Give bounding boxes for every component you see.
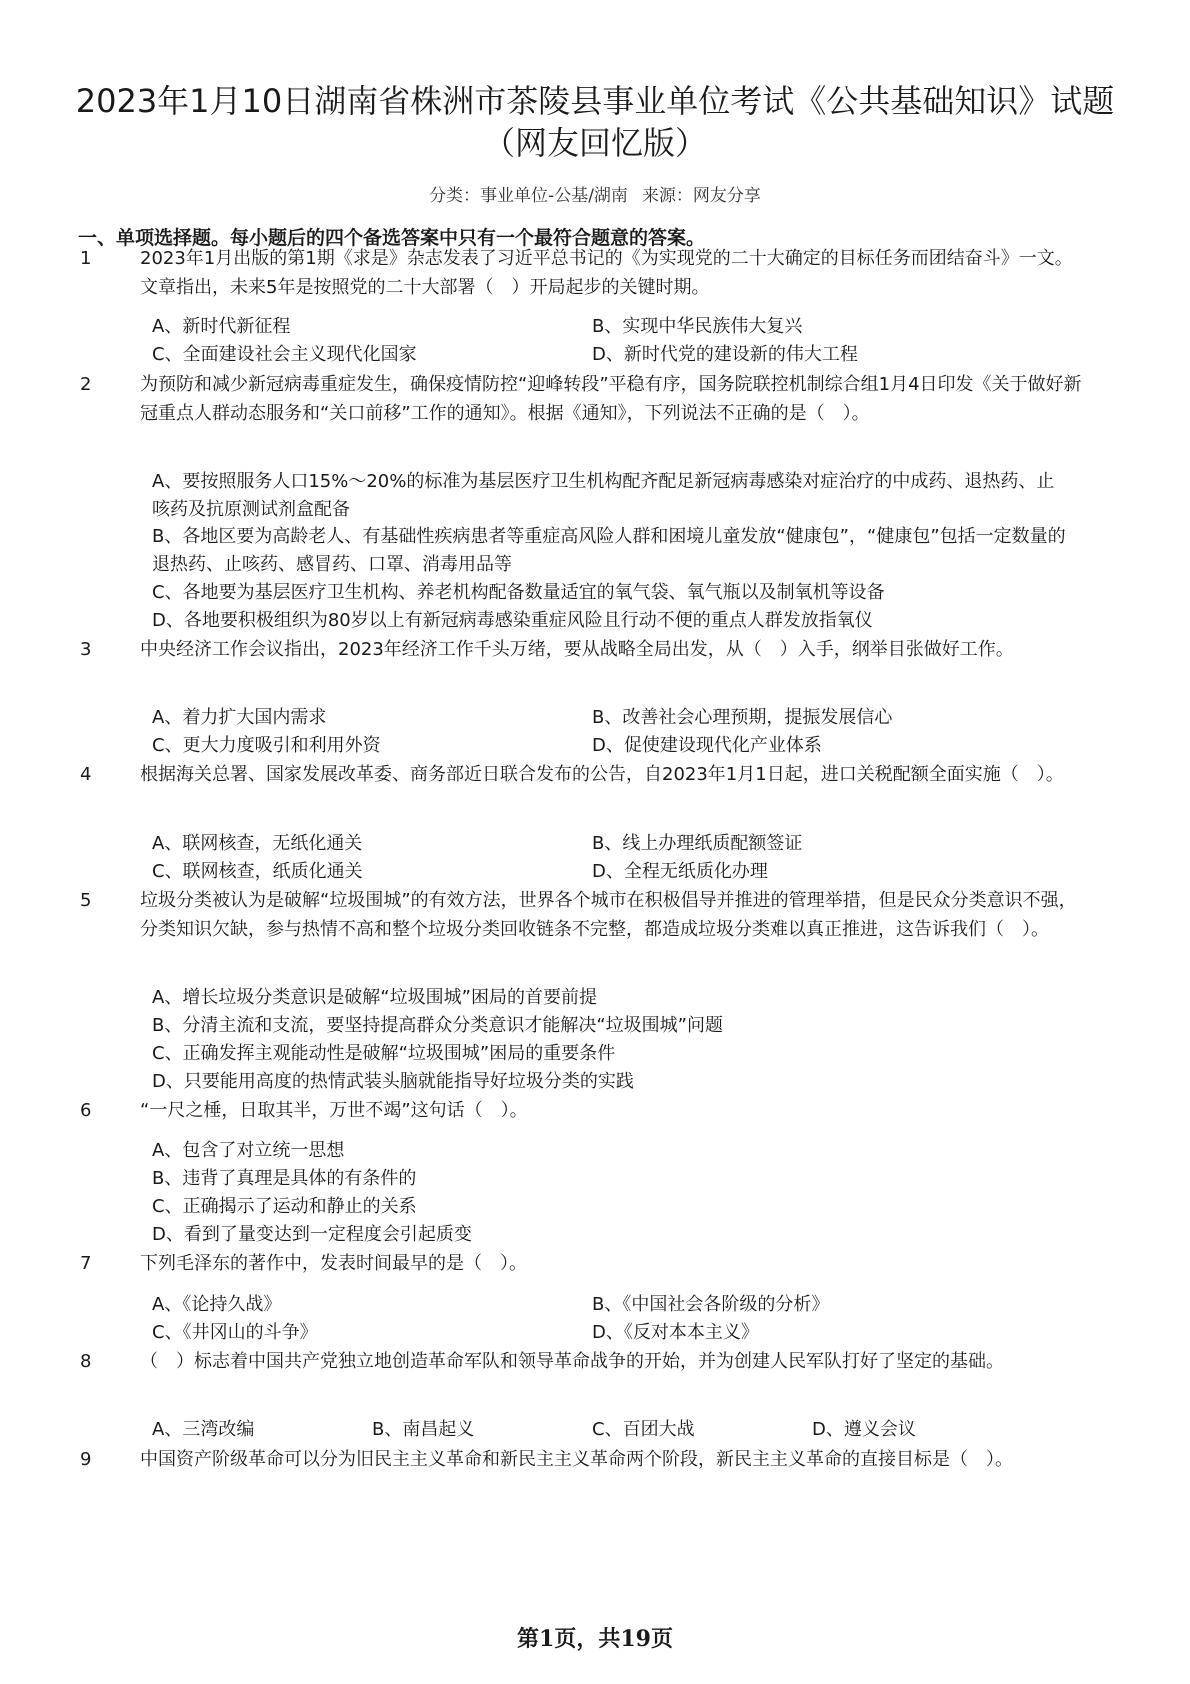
option-c: C、《井冈山的斗争》 (152, 1322, 318, 1343)
option-d: D、新时代党的建设新的伟大工程 (592, 344, 858, 365)
question-number: 6 (80, 1100, 92, 1121)
option-c: C、更大力度吸引和利用外资 (152, 735, 381, 756)
question-text: （ ）标志着中国共产党独立地创造革命军队和领导革命战争的开始，并为创建人民军队打好了坚定的基础。 (140, 1351, 1004, 1372)
question-number: 2 (80, 374, 92, 395)
option-a: A、增长垃圾分类意识是破解“垃圾围城”困局的首要前提 (152, 987, 597, 1008)
option-a: A、三湾改编 (152, 1419, 255, 1440)
option-a: A、包含了对立统一思想 (152, 1140, 345, 1161)
option-b: B、南昌起义 (372, 1419, 475, 1440)
question-text: “一尺之棰，日取其半，万世不竭”这句话（ ）。 (140, 1100, 528, 1121)
option-a: A、着力扩大国内需求 (152, 707, 327, 728)
question-number: 5 (80, 890, 92, 911)
option-c: C、全面建设社会主义现代化国家 (152, 344, 417, 365)
document-meta (0, 184, 1190, 208)
option-d: D、看到了量变达到一定程度会引起质变 (152, 1224, 472, 1245)
question-text: 中国资产阶级革命可以分为旧民主主义革命和新民主主义革命两个阶段，新民主主义革命的直接目标是（ ）。 (140, 1449, 1013, 1470)
question-text: 为预防和减少新冠病毒重症发生，确保疫情防控“迎峰转段”平稳有序，国务院联控机制综合组1月4日印发《关于做好新冠重点人群动态服务和“关口前移”工作的通知》。根据《通知》，下列说法不正确的是（ ）。 (140, 374, 1082, 424)
question-number: 3 (80, 639, 92, 660)
option-d: D、遵义会议 (812, 1419, 916, 1440)
option-c: C、正确揭示了运动和静止的关系 (152, 1196, 417, 1217)
option-a: A、要按照服务人口15%～20%的标准为基层医疗卫生机构配齐配足新冠病毒感染对症治疗的中成药、退热药、止咳药及抗原测试剂盒配备 (152, 471, 1055, 520)
option-d: D、促使建设现代化产业体系 (592, 735, 822, 756)
option-d: D、《反对本本主义》 (592, 1322, 759, 1343)
document-title: 2023年1月10日湖南省株洲市茶陵县事业单位考试《公共基础知识》试题（网友回忆版） (75, 82, 1115, 162)
question-number: 9 (80, 1449, 92, 1470)
category-label: 分类：事业单位-公基/湖南 (429, 186, 628, 206)
option-c: C、各地要为基层医疗卫生机构、养老机构配备数量适宜的氧气袋、氧气瓶以及制氧机等设备 (152, 582, 885, 603)
option-b: B、分清主流和支流，要坚持提高群众分类意识才能解决“垃圾围城”问题 (152, 1015, 723, 1036)
question-text: 2023年1月出版的第1期《求是》杂志发表了习近平总书记的《为实现党的二十大确定的目标任务而团结奋斗》一文。文章指出，未来5年是按照党的二十大部署（ ）开局起步的关键时期。 (140, 248, 1073, 298)
option-d: D、只要能用高度的热情武装头脑就能指导好垃圾分类的实践 (152, 1071, 634, 1092)
option-d: D、全程无纸质化办理 (592, 861, 768, 882)
option-b: B、线上办理纸质配额签证 (592, 833, 803, 854)
question-number: 4 (80, 764, 92, 785)
question-text: 根据海关总署、国家发展改革委、商务部近日联合发布的公告，自2023年1月1日起，进口关税配额全面实施（ ）。 (140, 764, 1064, 785)
option-b: B、《中国社会各阶级的分析》 (592, 1294, 830, 1315)
option-b: B、各地区要为高龄老人、有基础性疾病患者等重症高风险人群和困境儿童发放“健康包”，“健康包”包括一定数量的退热药、止咳药、感冒药、口罩、消毒用品等 (152, 526, 1066, 575)
option-b: B、实现中华民族伟大复兴 (592, 316, 803, 337)
page-footer: 第1页，共19页 (517, 1626, 673, 1652)
question-text: 垃圾分类被认为是破解“垃圾围城”的有效方法，世界各个城市在积极倡导并推进的管理举措，但是民众分类意识不强，分类知识欠缺，参与热情不高和整个垃圾分类回收链条不完整，都造成垃圾分类难以真正推进，这告诉我们（ ）。 (140, 890, 1077, 940)
question-number: 7 (80, 1253, 92, 1274)
option-b: B、违背了真理是具体的有条件的 (152, 1168, 417, 1189)
option-c: C、正确发挥主观能动性是破解“垃圾围城”困局的重要条件 (152, 1043, 616, 1064)
option-a: A、《论持久战》 (152, 1294, 282, 1315)
question-text: 下列毛泽东的著作中，发表时间最早的是（ ）。 (140, 1253, 527, 1274)
question-text: 中央经济工作会议指出，2023年经济工作千头万绪，要从战略全局出发，从（ ）入手，纲举目张做好工作。 (140, 639, 1014, 660)
option-b: B、改善社会心理预期，提振发展信心 (592, 707, 893, 728)
question-number: 8 (80, 1351, 92, 1372)
option-a: A、新时代新征程 (152, 316, 291, 337)
section-heading: 一、单项选择题。每小题后的四个备选答案中只有一个最符合题意的答案。 (78, 227, 706, 249)
option-c: C、联网核查，纸质化通关 (152, 861, 363, 882)
question-number: 1 (80, 248, 92, 269)
option-a: A、联网核查，无纸化通关 (152, 833, 363, 854)
option-c: C、百团大战 (592, 1419, 695, 1440)
source-label: 来源：网友分享 (641, 186, 761, 206)
option-d: D、各地要积极组织为80岁以上有新冠病毒感染重症风险且行动不便的重点人群发放指氧仪 (152, 610, 873, 631)
